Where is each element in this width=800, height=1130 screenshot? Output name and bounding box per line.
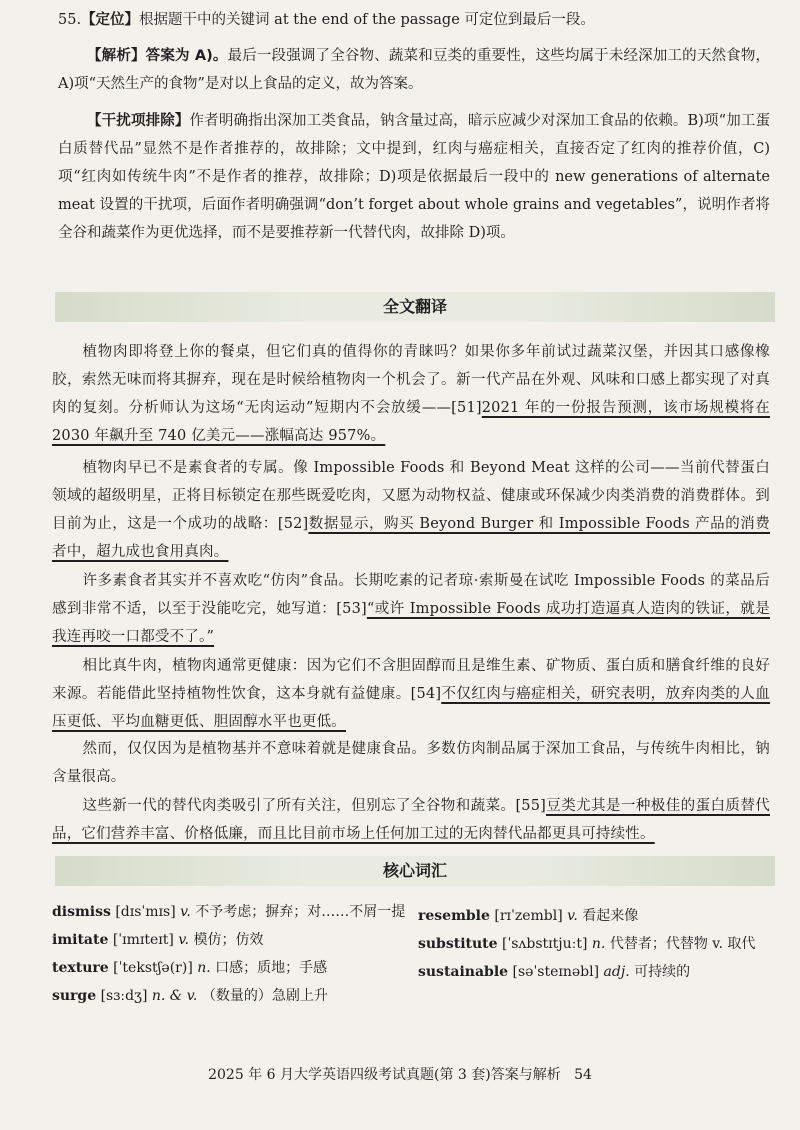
vocab-ipa: [rɪˈzembl]: [494, 908, 563, 924]
vocab-word: resemble: [418, 908, 490, 924]
vocab-ipa: [ˈtekstʃə(r)]: [113, 960, 193, 976]
footer-title: 2025 年 6 月大学英语四级考试真题(第 3 套)答案与解析: [208, 1067, 561, 1083]
vocabulary-heading-band: [55, 856, 775, 886]
vocab-pos: v.: [178, 932, 190, 948]
distractor-text: 作者明确指出深加工类食品，钠含量过高，暗示应减少对深加工食品的依赖。B)项“加工蛋白质替代品”显然不是作者推荐的，故排除；文中提到，红肉与癌症相关，直接否定了红肉的推荐价值，C)项“红肉如传统牛肉”不是作者的推荐，故排除；D)项是依据最后一段中的 new generations of alternate meat 设置的干扰项，后面作者明确强调“don’t forget about whole grains and vegetables”，说明作者将全谷和蔬菜作为更优选择，而不是要推荐新一代替代肉，故排除 D)项。: [58, 113, 770, 241]
translation-p6-underlined: 豆类尤其是一种极佳的蛋白质替代品，它们营养丰富、价格低廉，而且比目前市场上任何加工过的无肉替代品都更具可持续性。: [52, 798, 770, 842]
answer-ref-55: [55]: [515, 798, 547, 814]
vocab-word: sustainable: [418, 964, 509, 980]
answer-ref-53: [53]: [336, 601, 367, 617]
answer-ref-52: [52]: [277, 516, 309, 532]
vocab-def: 代替者；代替物 v. 取代: [609, 936, 756, 952]
analysis-tag: 【解析】: [87, 48, 146, 64]
vocab-entry: [52, 926, 422, 954]
vocab-entry: [52, 898, 422, 926]
vocabulary-title: 核心词汇: [382, 861, 447, 880]
translation-p1-underlined: 2021 年的一份报告预测，该市场规模将在 2030 年飙升至 740 亿美元——涨幅高达 957%。: [52, 400, 770, 444]
vocab-entry: [52, 954, 422, 982]
vocab-word: dismiss: [52, 904, 111, 920]
translation-p1-text: 植物肉即将登上你的餐桌，但它们真的值得你的青睐吗？如果你多年前试过蔬菜汉堡，并因其口感像橡胶，索然无味而将其摒弃，现在是时候给植物肉一个机会了。新一代产品在外观、风味和口感上都实现了对真肉的复刻。分析师认为这场“无肉运动”短期内不会放缓——: [52, 344, 770, 416]
page-number: 54: [574, 1067, 592, 1083]
vocab-def: 口感；质地；手感: [215, 960, 328, 976]
vocab-entry: [418, 930, 770, 958]
vocab-word: substitute: [418, 936, 498, 952]
question-number: 55.: [58, 12, 82, 28]
vocab-ipa: [dɪsˈmɪs]: [115, 904, 176, 920]
distractor-paragraph: [58, 107, 770, 247]
translation-p6-text: 这些新一代的替代肉类吸引了所有关注，但别忘了全谷物和蔬菜。: [82, 798, 516, 814]
translation-p2-text: 植物肉早已不是素食者的专属。像 Impossible Foods 和 Beyond Meat 这样的公司——当前代替蛋白领域的超级明星，正将目标锁定在那些既爱吃肉，又愿为动物权益、健康或环保减少肉类消费的消费群体。到目前为止，这是一个成功的战略：: [52, 460, 770, 532]
question-55-locate: [58, 6, 770, 34]
vocab-pos: v.: [567, 908, 578, 924]
vocab-entry: [418, 902, 770, 930]
translation-p3-underlined: “或许 Impossible Foods 成功打造逼真人造肉的铁证，就是我连再咬一口都受不了。”: [52, 601, 770, 645]
vocab-ipa: [sɜːdʒ]: [100, 988, 148, 1004]
vocab-def: 看起来像: [582, 908, 639, 924]
translation-paragraph-3: [52, 567, 770, 651]
vocab-ipa: [ˈɪmɪteɪt]: [112, 932, 174, 948]
vocab-pos: n. & v.: [151, 988, 198, 1004]
translation-title: 全文翻译: [382, 297, 447, 316]
answer-ref-54: [54]: [410, 686, 442, 702]
locate-text: 根据题干中的关键词 at the end of the passage 可定位到最后一段。: [139, 12, 595, 28]
analysis-answer: 答案为 A)。: [145, 48, 228, 64]
translation-heading-band: [55, 292, 775, 322]
vocabulary-column-right: [418, 902, 770, 986]
translation-p4-text: 相比真牛肉，植物肉通常更健康：因为它们不含胆固醇而且是维生素、矿物质、蛋白质和膳食纤维的良好来源。若能借此坚持植物性饮食，这本身就有益健康。: [52, 658, 770, 702]
analysis-text: 最后一段强调了全谷物、蔬菜和豆类的重要性，这些均属于未经深加工的天然食物，A)项“天然生产的食物”是对以上食品的定义，故为答案。: [58, 48, 771, 92]
translation-paragraph-6: [52, 792, 770, 848]
translation-p4-underlined: 不仅红肉与癌症相关，研究表明，放弃肉类的人血压更低、平均血糖更低、胆固醇水平也更低。: [52, 686, 770, 730]
vocab-pos: v.: [180, 904, 191, 920]
translation-p2-underlined: 数据显示，购买 Beyond Burger 和 Impossible Foods 产品的消费者中，超九成也食用真肉。: [52, 516, 771, 560]
vocab-def: （数量的）急剧上升: [201, 988, 328, 1004]
vocab-ipa: [ˈsʌbstɪtjuːt]: [502, 936, 588, 952]
translation-paragraph-4: [52, 652, 770, 736]
vocab-word: surge: [52, 988, 97, 1004]
vocab-def: 可持续的: [634, 964, 691, 980]
vocab-pos: adj.: [603, 964, 630, 980]
analysis-paragraph: [58, 42, 770, 98]
page-footer: [0, 1064, 800, 1084]
vocab-pos: n.: [591, 936, 606, 952]
vocab-word: imitate: [52, 932, 109, 948]
locate-tag: 【定位】: [81, 12, 140, 28]
vocab-ipa: [səˈsteɪnəbl]: [512, 964, 600, 980]
vocab-def: 不予考虑；摒弃；对……不屑一提: [195, 904, 406, 920]
distractor-tag: 【干扰项排除】: [87, 113, 190, 129]
vocab-word: texture: [52, 960, 109, 976]
translation-p5-text: 然而，仅仅因为是植物基并不意味着就是健康食品。多数仿肉制品属于深加工食品，与传统牛肉相比，钠含量很高。: [52, 741, 770, 785]
translation-paragraph-2: [52, 454, 770, 566]
vocab-entry: [418, 958, 770, 986]
vocabulary-column-left: [52, 898, 422, 1010]
translation-paragraph-5: [52, 735, 770, 791]
translation-paragraph-1: [52, 338, 770, 450]
vocab-def: 模仿；仿效: [193, 932, 264, 948]
translation-p3-text: 许多素食者其实并不喜欢吃“仿肉”食品。长期吃素的记者琼·索斯曼在试吃 Impossible Foods 的菜品后感到非常不适，以至于没能吃完，她写道：: [52, 573, 770, 617]
vocab-entry: [52, 982, 422, 1010]
vocab-pos: n.: [197, 960, 211, 976]
answer-ref-51: [51]: [451, 400, 482, 416]
